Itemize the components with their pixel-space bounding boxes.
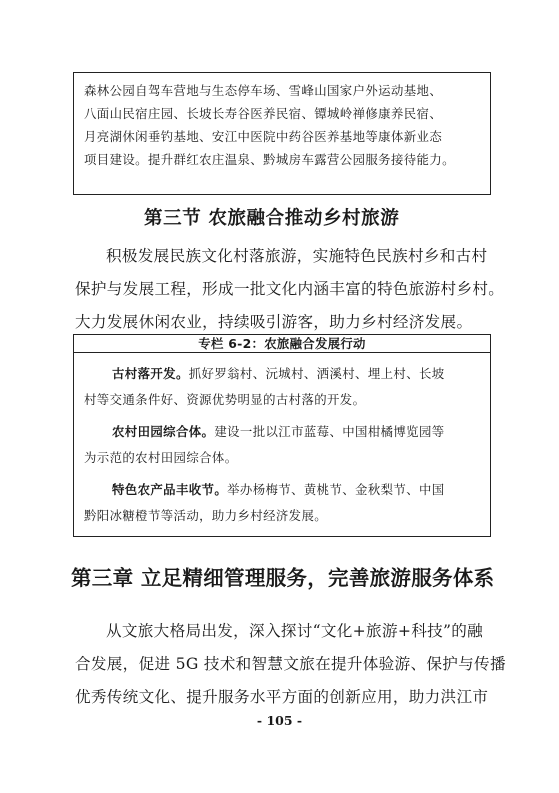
- column-text-line: 项目建设。提升群红农庄温泉、黔城房车露营公园服务接待能力。: [84, 152, 455, 167]
- paragraph-line: 合发展，促进 5G 技术和智慧文旅在提升体验游、保护与传播: [75, 655, 506, 673]
- paragraph-line: 从文旅大格局出发，深入探讨“文化+旅游+科技”的融: [106, 622, 484, 640]
- column-item-text: 举办杨梅节、黄桃节、金秋梨节、中国: [227, 482, 445, 497]
- column-item: [84, 419, 480, 445]
- page-number: - 105 -: [256, 713, 303, 728]
- column-item-text: 建设一批以江市蓝莓、中国柑橘博览园等: [214, 424, 445, 439]
- column-box: [73, 334, 491, 537]
- column-item-label: 古村落开发。: [112, 366, 189, 381]
- section-paragraph: [75, 240, 504, 339]
- paragraph-line: 积极发展民族文化村落旅游，实施特色民族村乡和古村: [106, 247, 488, 265]
- chapter-title: 第三章 立足精细管理服务，完善旅游服务体系: [71, 566, 495, 590]
- column-item-continuation: 为示范的农村田园综合体。: [84, 450, 238, 465]
- column-item-label: 特色农产品丰收节。: [112, 482, 228, 497]
- column-item-label: 农村田园综合体。: [112, 424, 215, 439]
- continued-column-box: [73, 72, 491, 195]
- column-item: [84, 477, 480, 503]
- paragraph-line: 优秀传统文化、提升服务水平方面的创新应用，助力洪江市: [75, 688, 489, 706]
- column-item-continuation: 村等交通条件好、资源优势明显的古村落的开发。: [84, 392, 366, 407]
- section-title: 第三节 农旅融合推动乡村旅游: [144, 208, 400, 229]
- paragraph-line: 保护与发展工程，形成一批文化内涵丰富的特色旅游村乡村。: [75, 280, 505, 298]
- column-text-line: 八面山民宿庄园、长坡长寿谷医养民宿、镡城岭禅修康养民宿、: [84, 106, 443, 121]
- chapter-paragraph: [75, 615, 506, 714]
- paragraph-line: 大力发展休闲农业，持续吸引游客，助力乡村经济发展。: [75, 313, 473, 331]
- column-text-line: 月亮湖休闲垂钓基地、安江中医院中药谷医养基地等康体新业态: [84, 129, 443, 144]
- column-item-text: 抓好罗翁村、沅城村、洒溪村、埋上村、长坡: [188, 366, 445, 381]
- column-title: 专栏 6-2：农旅融合发展行动: [74, 335, 490, 353]
- column-item-continuation: 黔阳冰糖橙节等活动，助力乡村经济发展。: [84, 508, 328, 523]
- column-text-line: 森林公园自驾车营地与生态停车场、雪峰山国家户外运动基地、: [84, 83, 443, 98]
- column-item: [84, 361, 480, 387]
